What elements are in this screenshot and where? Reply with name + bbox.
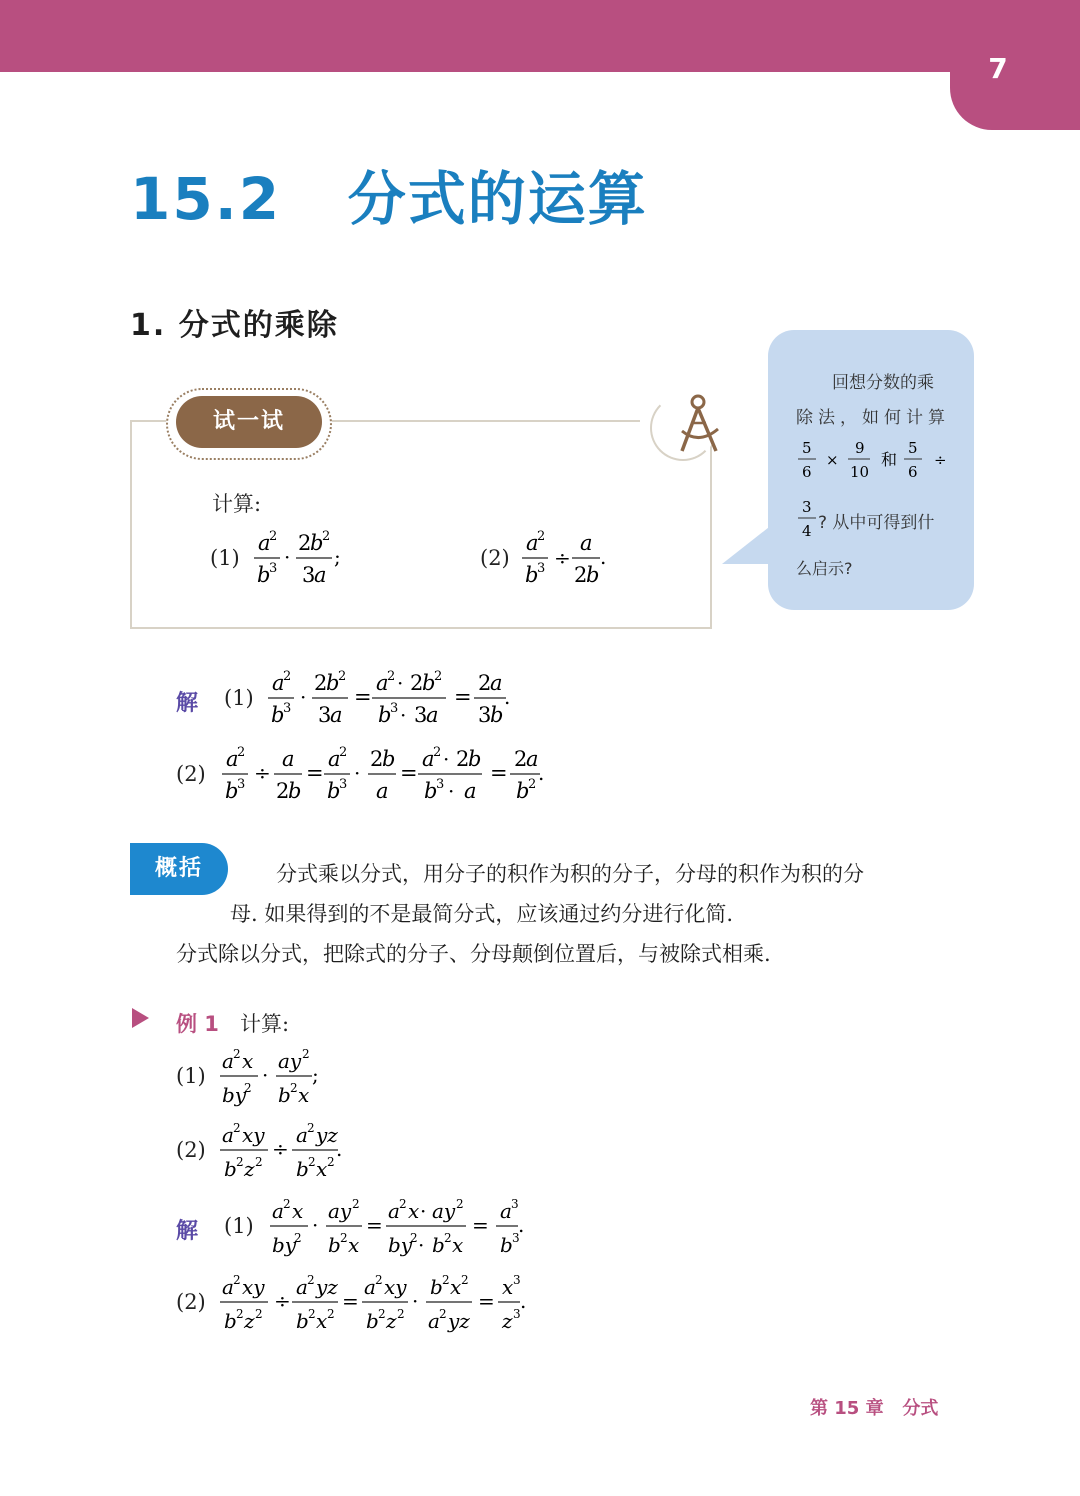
svg-text:x: x	[316, 1309, 328, 1333]
svg-text:÷: ÷	[274, 1289, 291, 1313]
svg-text:2: 2	[294, 1231, 302, 1245]
svg-text:2: 2	[375, 1273, 383, 1287]
hint-f2-num: 9	[855, 439, 865, 457]
svg-text:2: 2	[397, 1307, 405, 1321]
svg-text:·: ·	[443, 747, 450, 771]
svg-text:=: =	[342, 1289, 359, 1313]
svg-text:;: ;	[312, 1063, 319, 1087]
svg-text:x: x	[452, 1233, 464, 1257]
try-item2-label: (2)	[480, 546, 510, 570]
svg-text:·: ·	[284, 545, 291, 569]
svg-text:ay: ay	[432, 1199, 456, 1223]
svg-text:·: ·	[418, 1233, 425, 1257]
summary-line1: 分式乘以分式，用分子的积作为积的分子，分母的积作为积的分	[276, 862, 864, 886]
svg-text:yz: yz	[448, 1309, 470, 1333]
svg-text:2: 2	[322, 529, 331, 544]
svg-text:b: b	[224, 1309, 237, 1333]
svg-text:x: x	[298, 1083, 310, 1107]
footer-title: 分式	[902, 1398, 939, 1419]
svg-text:a: a	[500, 1199, 512, 1223]
svg-text:×: ×	[826, 451, 839, 469]
summary-line3: 分式除以分式，把除式的分子、分母颠倒位置后，与被除式相乘.	[176, 942, 771, 966]
solution-label: 解	[176, 691, 199, 716]
svg-text:b: b	[278, 1083, 291, 1107]
svg-text:z: z	[244, 1157, 255, 1181]
svg-text:2: 2	[283, 1197, 291, 1211]
svg-text:b: b	[327, 779, 341, 803]
svg-text:.: .	[518, 1213, 525, 1237]
example-solution-expr-1	[266, 1190, 546, 1264]
svg-text:a: a	[364, 1275, 376, 1299]
svg-text:b: b	[225, 779, 239, 803]
svg-text:÷: ÷	[254, 761, 271, 785]
svg-text:=: =	[454, 685, 472, 709]
svg-text:2: 2	[434, 669, 443, 684]
svg-text:b: b	[271, 703, 285, 727]
hint-line4: ? 从中可得到什	[818, 513, 935, 533]
hint-line5: 么启示?	[796, 559, 853, 578]
svg-text:2: 2	[461, 1273, 469, 1287]
example-solution-label: 解	[176, 1219, 199, 1244]
svg-text:b: b	[326, 671, 340, 695]
svg-text:a: a	[314, 563, 327, 587]
svg-text:by: by	[222, 1083, 247, 1107]
hint-f4-num: 3	[802, 498, 812, 516]
svg-text:·: ·	[397, 671, 404, 695]
svg-text:a: a	[272, 671, 285, 695]
svg-text:=: =	[354, 685, 372, 709]
svg-text:by: by	[388, 1233, 413, 1257]
svg-text:2: 2	[528, 777, 537, 792]
svg-text:2: 2	[338, 669, 347, 684]
footer-chapter: 第 15 章	[810, 1398, 884, 1419]
svg-text:b: b	[525, 563, 539, 587]
svg-text:2: 2	[237, 745, 246, 760]
svg-text:a: a	[282, 747, 295, 771]
svg-text:b: b	[296, 1309, 309, 1333]
svg-text:2: 2	[574, 563, 588, 587]
svg-text:2: 2	[410, 1231, 418, 1245]
page-footer	[810, 1394, 938, 1420]
svg-text:÷: ÷	[554, 546, 571, 570]
hint-line1: 回想分数的乘	[832, 373, 934, 393]
top-banner	[0, 0, 1080, 72]
svg-text:.: .	[504, 685, 511, 709]
svg-text:x: x	[316, 1157, 328, 1181]
svg-text:3: 3	[513, 1307, 521, 1321]
svg-text:x: x	[292, 1199, 304, 1223]
svg-text:3: 3	[390, 701, 399, 716]
svg-text:2: 2	[244, 1081, 252, 1095]
svg-text:2: 2	[233, 1273, 241, 1287]
svg-text:a: a	[428, 1309, 440, 1333]
hint-f2-den: 10	[850, 463, 870, 481]
svg-text:b: b	[382, 747, 396, 771]
svg-text:=: =	[490, 761, 508, 785]
svg-text:b: b	[422, 671, 436, 695]
svg-text:a: a	[376, 779, 389, 803]
svg-text:2: 2	[352, 1197, 360, 1211]
svg-text:=: =	[478, 1289, 495, 1313]
svg-text:b: b	[468, 747, 482, 771]
example-arrow-icon	[132, 1008, 149, 1028]
svg-text:÷: ÷	[934, 451, 947, 469]
svg-text:b: b	[257, 563, 271, 587]
svg-text:3: 3	[512, 1231, 520, 1245]
svg-text:=: =	[306, 761, 324, 785]
svg-text:a: a	[490, 671, 503, 695]
hint-f4-den: 4	[802, 522, 812, 540]
svg-text:2: 2	[340, 1231, 348, 1245]
svg-text:2: 2	[442, 1273, 450, 1287]
svg-text:2: 2	[283, 669, 292, 684]
svg-text:xy: xy	[384, 1275, 407, 1299]
svg-text:a: a	[222, 1049, 234, 1073]
subsection-title: 1. 分式的乘除	[130, 308, 339, 343]
svg-text:b: b	[500, 1233, 513, 1257]
svg-text:b: b	[288, 779, 302, 803]
svg-text:·: ·	[400, 703, 407, 727]
svg-text:·: ·	[262, 1063, 269, 1087]
svg-text:3: 3	[283, 701, 292, 716]
svg-text:a: a	[464, 779, 477, 803]
svg-text:2: 2	[290, 1081, 298, 1095]
svg-text:2: 2	[478, 671, 492, 695]
svg-text:2: 2	[370, 747, 384, 771]
svg-text:2: 2	[399, 1197, 407, 1211]
svg-text:2: 2	[233, 1121, 241, 1135]
svg-text:2: 2	[233, 1047, 241, 1061]
svg-text:2: 2	[269, 529, 278, 544]
svg-text:·: ·	[354, 761, 361, 785]
svg-text:3: 3	[511, 1197, 519, 1211]
hint-f1-num: 5	[802, 439, 812, 457]
svg-text:z: z	[386, 1309, 397, 1333]
svg-text:a: a	[226, 747, 239, 771]
example-solution-part2-label: (2)	[176, 1290, 206, 1314]
svg-text:2: 2	[339, 745, 348, 760]
svg-text:b: b	[328, 1233, 341, 1257]
svg-text:·: ·	[300, 685, 307, 709]
svg-text:a: a	[526, 531, 539, 555]
svg-text:b: b	[310, 531, 324, 555]
svg-text:3: 3	[478, 703, 492, 727]
svg-text:a: a	[272, 1199, 284, 1223]
svg-text:2: 2	[314, 671, 328, 695]
svg-text:·: ·	[448, 779, 455, 803]
try-expr-1	[248, 520, 358, 590]
svg-text:2: 2	[302, 1047, 310, 1061]
svg-text:2: 2	[433, 745, 442, 760]
solution-part1-label: (1)	[224, 686, 254, 710]
section-number: 15.2	[130, 165, 282, 233]
svg-text:a: a	[388, 1199, 400, 1223]
example-expr-2	[216, 1114, 356, 1188]
svg-text:2: 2	[456, 747, 470, 771]
svg-text:;: ;	[334, 545, 341, 569]
section-title-text: 分式的运算	[347, 165, 648, 233]
svg-text:.: .	[600, 545, 607, 569]
hint-f1-den: 6	[802, 463, 812, 481]
svg-text:.: .	[520, 1289, 527, 1313]
svg-text:x: x	[408, 1199, 420, 1223]
svg-text:a: a	[328, 747, 341, 771]
svg-text:2: 2	[298, 531, 312, 555]
svg-text:2: 2	[308, 1307, 316, 1321]
example-solution-part1-label: (1)	[224, 1214, 254, 1238]
svg-text:3: 3	[318, 703, 332, 727]
example-solution-expr-2	[216, 1266, 546, 1340]
svg-text:2: 2	[307, 1273, 315, 1287]
svg-text:2: 2	[456, 1197, 464, 1211]
svg-text:2: 2	[236, 1307, 244, 1321]
solution-part2-label: (2)	[176, 762, 206, 786]
svg-text:3: 3	[414, 703, 428, 727]
svg-text:a: a	[376, 671, 389, 695]
hint-line2: 除法，如何计算	[796, 408, 950, 428]
svg-text:3: 3	[339, 777, 348, 792]
svg-text:a: a	[580, 531, 593, 555]
svg-text:b: b	[296, 1157, 309, 1181]
example-prompt: 计算:	[240, 1012, 290, 1036]
svg-text:b: b	[430, 1275, 443, 1299]
try-it-tag: 试一试	[176, 396, 322, 448]
example-expr-1	[216, 1040, 336, 1114]
svg-text:.: .	[538, 761, 545, 785]
svg-text:·: ·	[420, 1199, 427, 1223]
try-expr-2	[518, 520, 628, 590]
svg-text:b: b	[224, 1157, 237, 1181]
svg-text:2: 2	[276, 779, 290, 803]
svg-text:3: 3	[302, 563, 316, 587]
page-number: 7	[988, 52, 1008, 85]
svg-text:3: 3	[537, 561, 546, 576]
svg-text:a: a	[296, 1275, 308, 1299]
summary-line2: 母. 如果得到的不是最简分式，应该通过约分进行化简.	[230, 902, 734, 926]
example-part2-label: (2)	[176, 1138, 206, 1162]
svg-text:yz: yz	[316, 1123, 338, 1147]
hint-mid-word: 和	[881, 450, 898, 469]
example-label: 例 1	[176, 1012, 219, 1036]
svg-text:2: 2	[387, 669, 396, 684]
svg-text:2: 2	[236, 1155, 244, 1169]
svg-text:xy: xy	[242, 1275, 265, 1299]
svg-text:3: 3	[436, 777, 445, 792]
try-prompt: 计算:	[212, 492, 262, 516]
svg-text:2: 2	[444, 1231, 452, 1245]
svg-text:xy: xy	[242, 1123, 265, 1147]
try-item1-label: (1)	[210, 546, 240, 570]
svg-text:2: 2	[439, 1307, 447, 1321]
svg-text:2: 2	[307, 1121, 315, 1135]
svg-text:2: 2	[308, 1155, 316, 1169]
svg-text:2: 2	[327, 1307, 335, 1321]
svg-text:b: b	[586, 563, 600, 587]
svg-text:2: 2	[255, 1307, 263, 1321]
compass-icon	[674, 393, 724, 455]
svg-text:=: =	[366, 1213, 383, 1237]
svg-text:2: 2	[255, 1155, 263, 1169]
svg-text:a: a	[222, 1123, 234, 1147]
svg-text:3: 3	[237, 777, 246, 792]
svg-text:z: z	[244, 1309, 255, 1333]
svg-text:a: a	[426, 703, 439, 727]
svg-text:b: b	[424, 779, 438, 803]
svg-text:2: 2	[514, 747, 528, 771]
svg-text:x: x	[450, 1275, 462, 1299]
svg-text:x: x	[348, 1233, 360, 1257]
summary-tag: 概括	[130, 843, 228, 895]
solution-expr-2	[218, 738, 558, 808]
svg-text:2: 2	[378, 1307, 386, 1321]
svg-text:b: b	[432, 1233, 445, 1257]
svg-text:=: =	[400, 761, 418, 785]
svg-text:3: 3	[513, 1273, 521, 1287]
svg-text:z: z	[502, 1309, 513, 1333]
svg-text:3: 3	[269, 561, 278, 576]
svg-text:b: b	[366, 1309, 379, 1333]
svg-text:.: .	[336, 1137, 343, 1161]
svg-text:2: 2	[410, 671, 424, 695]
svg-text:yz: yz	[316, 1275, 338, 1299]
svg-text:=: =	[472, 1213, 489, 1237]
svg-text:a: a	[422, 747, 435, 771]
svg-text:b: b	[516, 779, 530, 803]
svg-text:x: x	[502, 1275, 514, 1299]
example-part1-label: (1)	[176, 1064, 206, 1088]
svg-text:·: ·	[312, 1213, 319, 1237]
svg-text:b: b	[378, 703, 392, 727]
section-title	[130, 152, 648, 236]
svg-text:by: by	[272, 1233, 297, 1257]
svg-text:÷: ÷	[272, 1137, 289, 1161]
svg-text:a: a	[258, 531, 271, 555]
svg-text:ay: ay	[328, 1199, 352, 1223]
svg-text:2: 2	[327, 1155, 335, 1169]
svg-text:b: b	[490, 703, 504, 727]
svg-text:·: ·	[412, 1289, 419, 1313]
hint-f3-num: 5	[908, 439, 918, 457]
svg-text:2: 2	[537, 529, 546, 544]
solution-expr-1	[264, 662, 524, 732]
hint-fractions-row	[794, 435, 964, 485]
svg-text:x: x	[242, 1049, 254, 1073]
svg-text:a: a	[222, 1275, 234, 1299]
svg-text:ay: ay	[278, 1049, 302, 1073]
hint-f3-den: 6	[908, 463, 918, 481]
svg-text:a: a	[330, 703, 343, 727]
svg-text:a: a	[296, 1123, 308, 1147]
svg-text:a: a	[526, 747, 539, 771]
